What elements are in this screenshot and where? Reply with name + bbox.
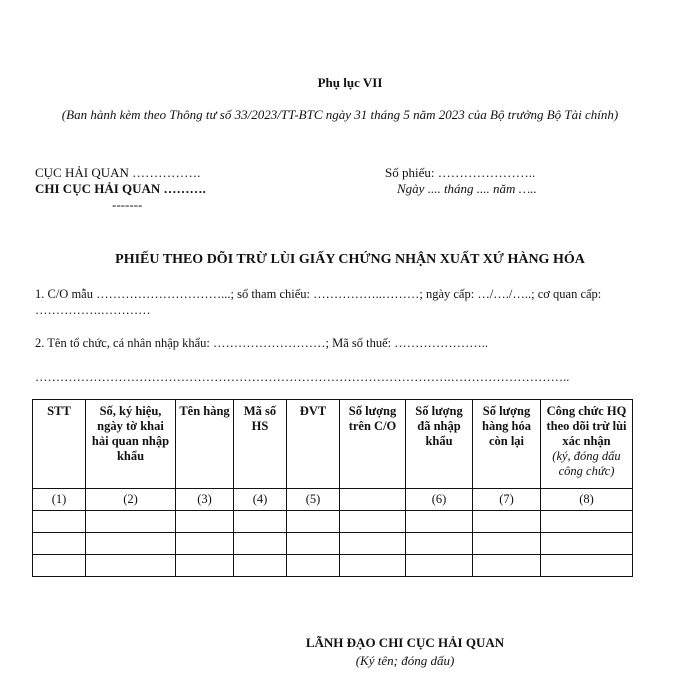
table-cell[interactable] xyxy=(86,533,176,555)
table-row xyxy=(33,533,633,555)
header-officer xyxy=(541,400,633,489)
table-cell[interactable] xyxy=(340,511,406,533)
table-cell[interactable] xyxy=(234,511,287,533)
signature-title: LÃNH ĐẠO CHI CỤC HẢI QUAN xyxy=(305,635,505,650)
table-cell[interactable] xyxy=(234,555,287,577)
form-title: PHIẾU THEO DÕI TRỪ LÙI GIẤY CHỨNG NHẬN XUẤT XỨ HÀNG HÓA xyxy=(115,252,585,267)
number-cell: (6) xyxy=(406,489,473,511)
signature-note: (Ký tên; đóng dấu) xyxy=(355,653,455,668)
customs-sub-department: CHI CỤC HẢI QUAN ………. xyxy=(35,181,206,196)
table-row xyxy=(33,555,633,577)
dotted-line: ……………………………………………………………………………………….……………………….. xyxy=(35,370,570,384)
table-cell[interactable] xyxy=(287,533,340,555)
issue-date: Ngày .... tháng .... năm ….. xyxy=(397,181,537,196)
table-cell[interactable] xyxy=(234,533,287,555)
number-cell xyxy=(340,489,406,511)
customs-department: CỤC HẢI QUAN ……………. xyxy=(35,165,201,180)
table-header-row xyxy=(33,400,633,489)
table-cell[interactable] xyxy=(340,533,406,555)
number-cell: (5) xyxy=(287,489,340,511)
table-cell[interactable] xyxy=(340,555,406,577)
table-cell[interactable] xyxy=(406,533,473,555)
table-cell[interactable] xyxy=(473,533,541,555)
co-form-line: 1. C/O mẫu …………………………...; số tham chiếu: ……………..………; ngày cấp: …/…./…..; cơ quan cấp: …………….………… xyxy=(35,287,602,317)
table-cell[interactable] xyxy=(406,555,473,577)
header-divider: ------- xyxy=(112,197,143,212)
table-cell[interactable] xyxy=(541,533,633,555)
header-declaration: Số, ký hiệu, ngày tờ khai hải quan nhập khẩu xyxy=(86,400,176,489)
table-cell[interactable] xyxy=(473,511,541,533)
importer-line: 2. Tên tổ chức, cá nhân nhập khẩu: ………………………; Mã số thuế: ………………….. xyxy=(35,336,489,350)
header-stt: STT xyxy=(33,400,86,489)
slip-number: Số phiếu: ………………….. xyxy=(385,165,536,180)
table-cell[interactable] xyxy=(541,511,633,533)
table-cell[interactable] xyxy=(541,555,633,577)
header-qty-on-co: Số lượng trên C/O xyxy=(340,400,406,489)
table-row xyxy=(33,511,633,533)
table-cell[interactable] xyxy=(33,533,86,555)
header-officer-label: Công chức HQ theo dõi trừ lùi xác nhận xyxy=(546,404,627,448)
number-cell: (7) xyxy=(473,489,541,511)
header-officer-note: (ký, đóng dấu công chức) xyxy=(552,449,621,478)
table-cell[interactable] xyxy=(406,511,473,533)
number-cell: (8) xyxy=(541,489,633,511)
table-cell[interactable] xyxy=(86,555,176,577)
table-cell[interactable] xyxy=(176,511,234,533)
header-qty-remaining: Số lượng hàng hóa còn lại xyxy=(473,400,541,489)
table-cell[interactable] xyxy=(33,511,86,533)
decree-note: (Ban hành kèm theo Thông tư số 33/2023/TT-BTC ngày 31 tháng 5 năm 2023 của Bộ trưởng Bộ Tài chính) xyxy=(61,107,619,122)
number-cell: (2) xyxy=(86,489,176,511)
header-hs-code: Mã số HS xyxy=(234,400,287,489)
table-number-row xyxy=(33,489,633,511)
table-cell[interactable] xyxy=(86,511,176,533)
header-unit: ĐVT xyxy=(287,400,340,489)
table-cell[interactable] xyxy=(33,555,86,577)
header-qty-imported: Số lượng đã nhập khẩu xyxy=(406,400,473,489)
number-cell: (1) xyxy=(33,489,86,511)
number-cell: (4) xyxy=(234,489,287,511)
table-cell[interactable] xyxy=(176,533,234,555)
number-cell: (3) xyxy=(176,489,234,511)
tracking-table xyxy=(32,399,633,577)
appendix-title: Phụ lục VII xyxy=(317,75,383,90)
table-cell[interactable] xyxy=(176,555,234,577)
table-cell[interactable] xyxy=(287,511,340,533)
header-goods-name: Tên hàng xyxy=(176,400,234,489)
table-cell[interactable] xyxy=(473,555,541,577)
table-cell[interactable] xyxy=(287,555,340,577)
